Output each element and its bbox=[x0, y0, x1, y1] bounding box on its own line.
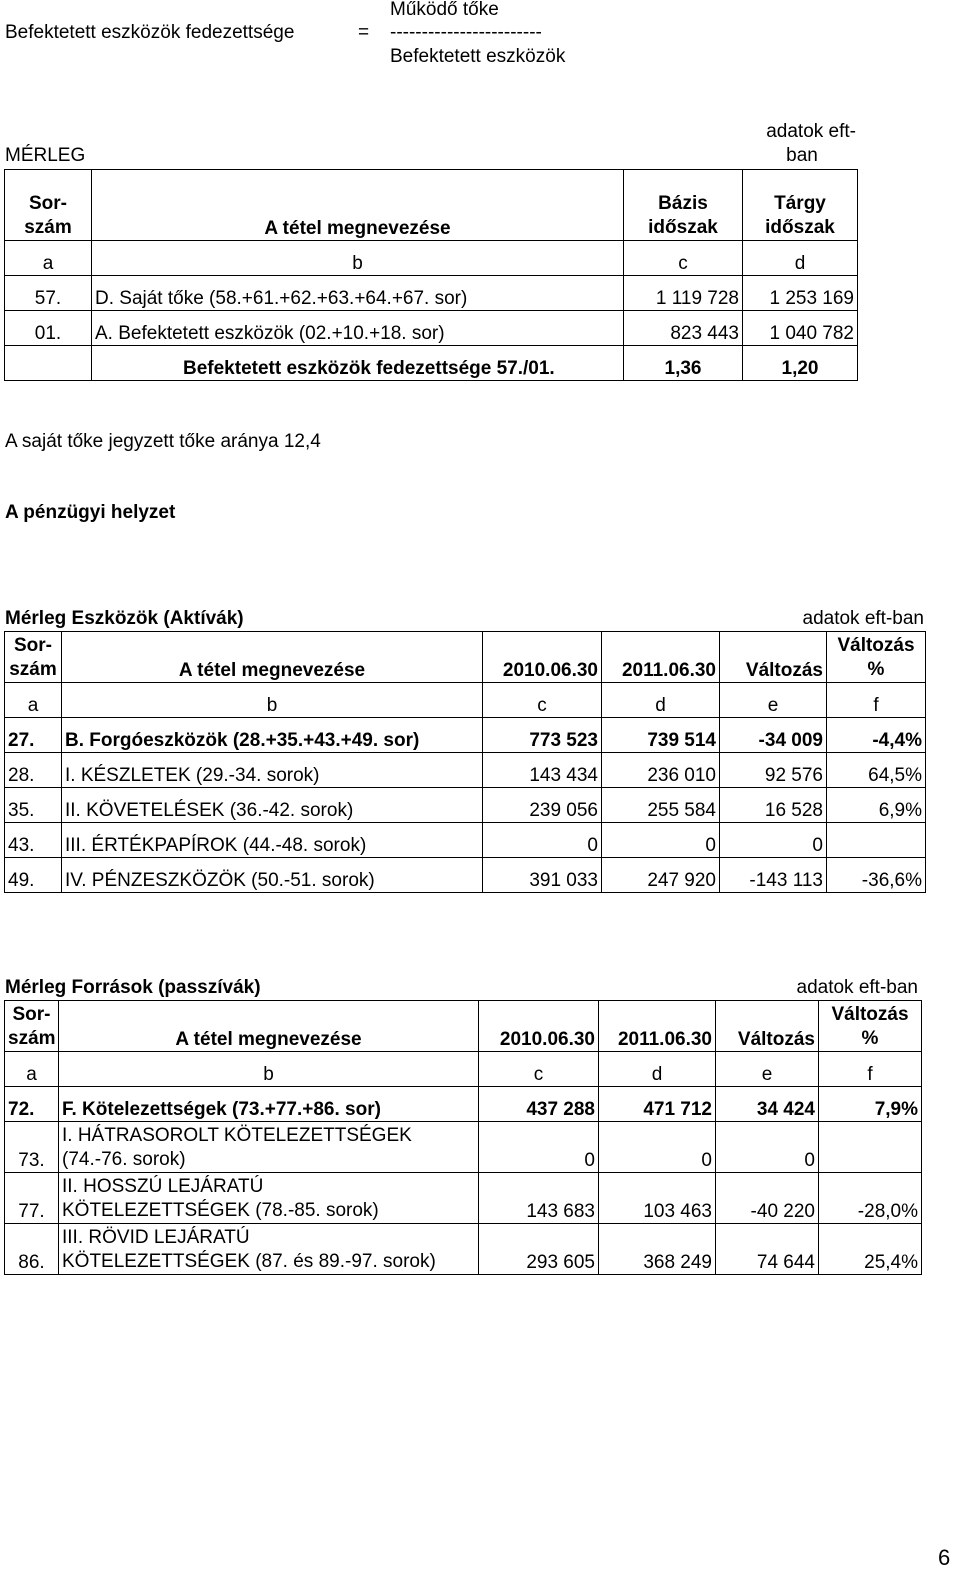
letter-cell: c bbox=[483, 683, 602, 718]
row-value-d: 1 253 169 bbox=[743, 276, 858, 311]
letter-cell: a bbox=[5, 683, 62, 718]
header-sorszam: Sor- szám bbox=[5, 632, 62, 683]
assets-table bbox=[4, 631, 926, 893]
row-name: A. Befektetett eszközök (02.+10.+18. sor) bbox=[92, 311, 624, 346]
row-value-d: 1 040 782 bbox=[743, 311, 858, 346]
table-row bbox=[5, 753, 926, 788]
row-value-d: 0 bbox=[599, 1122, 716, 1173]
letter-cell: b bbox=[62, 683, 483, 718]
page-number: 6 bbox=[938, 1545, 951, 1570]
header-d: 2011.06.30 bbox=[602, 632, 720, 683]
row-value-c: 823 443 bbox=[624, 311, 743, 346]
row-value-e: 0 bbox=[720, 823, 827, 858]
table-row bbox=[5, 1087, 922, 1122]
merleg-table bbox=[4, 169, 858, 381]
table-row bbox=[5, 788, 926, 823]
row-number: 49. bbox=[5, 858, 62, 893]
header-c: 2010.06.30 bbox=[483, 632, 602, 683]
row-number: 28. bbox=[5, 753, 62, 788]
formula-numerator: Működő tőke bbox=[390, 0, 499, 20]
row-value-d: 1,20 bbox=[743, 346, 858, 381]
liabilities-header-row bbox=[5, 1001, 922, 1052]
row-name: II. KÖVETELÉSEK (36.-42. sorok) bbox=[62, 788, 483, 823]
letter-cell: c bbox=[479, 1052, 599, 1087]
table-row bbox=[5, 718, 926, 753]
header-f: Változás % bbox=[827, 632, 926, 683]
row-number: 77. bbox=[5, 1173, 59, 1224]
row-number: 57. bbox=[5, 276, 92, 311]
financial-section-title: A pénzügyi helyzet bbox=[5, 502, 176, 523]
row-value-d: 471 712 bbox=[599, 1087, 716, 1122]
row-name: I. KÉSZLETEK (29.-34. sorok) bbox=[62, 753, 483, 788]
table-row bbox=[5, 823, 926, 858]
row-number: 72. bbox=[5, 1087, 59, 1122]
row-value-c: 391 033 bbox=[483, 858, 602, 893]
formula-divider: ------------------------ bbox=[390, 22, 542, 43]
assets-unit: adatok eft-ban bbox=[802, 608, 924, 629]
row-value-e: 0 bbox=[716, 1122, 819, 1173]
header-sorszam: Sor- szám bbox=[5, 1001, 59, 1052]
row-number: 43. bbox=[5, 823, 62, 858]
header-e: Változás bbox=[716, 1001, 819, 1052]
row-value-f: 25,4% bbox=[819, 1224, 922, 1275]
row-value-c: 0 bbox=[483, 823, 602, 858]
table-row bbox=[5, 1122, 922, 1173]
row-value-e: -40 220 bbox=[716, 1173, 819, 1224]
formula-equals: = bbox=[358, 22, 370, 43]
row-value-d: 368 249 bbox=[599, 1224, 716, 1275]
row-name: F. Kötelezettségek (73.+77.+86. sor) bbox=[59, 1087, 479, 1122]
letter-cell: b bbox=[92, 241, 624, 276]
liabilities-title: Mérleg Források (passzívák) bbox=[5, 977, 261, 998]
row-value-c: 437 288 bbox=[479, 1087, 599, 1122]
row-value-d: 236 010 bbox=[602, 753, 720, 788]
header-bazis: Bázis időszak bbox=[624, 170, 743, 241]
row-number: 35. bbox=[5, 788, 62, 823]
row-value-f bbox=[819, 1122, 922, 1173]
row-value-c: 773 523 bbox=[483, 718, 602, 753]
row-value-d: 255 584 bbox=[602, 788, 720, 823]
formula-name: Befektetett eszközök fedezettsége bbox=[5, 22, 295, 43]
row-value-c: 239 056 bbox=[483, 788, 602, 823]
row-value-e: 34 424 bbox=[716, 1087, 819, 1122]
assets-header-row bbox=[5, 632, 926, 683]
table-row bbox=[5, 1173, 922, 1224]
row-name: IV. PÉNZESZKÖZÖK (50.-51. sorok) bbox=[62, 858, 483, 893]
row-number: 01. bbox=[5, 311, 92, 346]
row-value-c: 1 119 728 bbox=[624, 276, 743, 311]
row-value-c: 143 683 bbox=[479, 1173, 599, 1224]
table-row bbox=[5, 346, 858, 381]
row-name: II. HOSSZÚ LEJÁRATÚ KÖTELEZETTSÉGEK (78.-85. sorok) bbox=[59, 1173, 479, 1224]
header-f: Változás % bbox=[819, 1001, 922, 1052]
row-value-f: 7,9% bbox=[819, 1087, 922, 1122]
letter-cell: d bbox=[743, 241, 858, 276]
letter-cell: b bbox=[59, 1052, 479, 1087]
liabilities-letter-row bbox=[5, 1052, 922, 1087]
table-row bbox=[5, 276, 858, 311]
formula-denominator: Befektetett eszközök bbox=[390, 46, 566, 67]
merleg-unit-line1: adatok eft- bbox=[766, 121, 856, 142]
liabilities-table bbox=[4, 1000, 922, 1275]
letter-cell: d bbox=[602, 683, 720, 718]
row-name: I. HÁTRASOROLT KÖTELEZETTSÉGEK (74.-76. sorok) bbox=[59, 1122, 479, 1173]
letter-cell: a bbox=[5, 1052, 59, 1087]
row-name: III. ÉRTÉKPAPÍROK (44.-48. sorok) bbox=[62, 823, 483, 858]
letter-cell: e bbox=[716, 1052, 819, 1087]
row-number: 73. bbox=[5, 1122, 59, 1173]
assets-title: Mérleg Eszközök (Aktívák) bbox=[5, 608, 244, 629]
row-value-f: -36,6% bbox=[827, 858, 926, 893]
row-value-d: 103 463 bbox=[599, 1173, 716, 1224]
row-value-f: -4,4% bbox=[827, 718, 926, 753]
letter-cell: f bbox=[819, 1052, 922, 1087]
header-e: Változás bbox=[720, 632, 827, 683]
row-value-d: 247 920 bbox=[602, 858, 720, 893]
row-value-c: 293 605 bbox=[479, 1224, 599, 1275]
letter-cell: f bbox=[827, 683, 926, 718]
merleg-title: MÉRLEG bbox=[5, 145, 86, 166]
letter-cell: a bbox=[5, 241, 92, 276]
table-row bbox=[5, 1224, 922, 1275]
row-value-e: 74 644 bbox=[716, 1224, 819, 1275]
equity-ratio-text: A saját tőke jegyzett tőke aránya 12,4 bbox=[5, 431, 321, 452]
row-value-e: -34 009 bbox=[720, 718, 827, 753]
header-targy: Tárgy időszak bbox=[743, 170, 858, 241]
row-value-f: 64,5% bbox=[827, 753, 926, 788]
merleg-letter-row bbox=[5, 241, 858, 276]
header-name: A tétel megnevezése bbox=[92, 170, 624, 241]
row-value-e: 16 528 bbox=[720, 788, 827, 823]
merleg-unit-line2: ban bbox=[786, 145, 818, 166]
row-value-f: -28,0% bbox=[819, 1173, 922, 1224]
row-name: B. Forgóeszközök (28.+35.+43.+49. sor) bbox=[62, 718, 483, 753]
table-row bbox=[5, 858, 926, 893]
row-name: III. RÖVID LEJÁRATÚ KÖTELEZETTSÉGEK (87. és 89.-97. sorok) bbox=[59, 1224, 479, 1275]
header-name: A tétel megnevezése bbox=[59, 1001, 479, 1052]
letter-cell: c bbox=[624, 241, 743, 276]
header-sorszam: Sor- szám bbox=[5, 170, 92, 241]
header-name: A tétel megnevezése bbox=[62, 632, 483, 683]
row-value-d: 0 bbox=[602, 823, 720, 858]
row-value-e: 92 576 bbox=[720, 753, 827, 788]
header-d: 2011.06.30 bbox=[599, 1001, 716, 1052]
assets-letter-row bbox=[5, 683, 926, 718]
row-number: 27. bbox=[5, 718, 62, 753]
row-value-c: 143 434 bbox=[483, 753, 602, 788]
row-value-e: -143 113 bbox=[720, 858, 827, 893]
row-value-d: 739 514 bbox=[602, 718, 720, 753]
row-value-c: 0 bbox=[479, 1122, 599, 1173]
row-name: D. Saját tőke (58.+61.+62.+63.+64.+67. sor) bbox=[92, 276, 624, 311]
row-number: 86. bbox=[5, 1224, 59, 1275]
table-row bbox=[5, 311, 858, 346]
header-c: 2010.06.30 bbox=[479, 1001, 599, 1052]
row-number bbox=[5, 346, 92, 381]
row-name: Befektetett eszközök fedezettsége 57./01. bbox=[92, 346, 624, 381]
row-value-f bbox=[827, 823, 926, 858]
letter-cell: e bbox=[720, 683, 827, 718]
row-value-c: 1,36 bbox=[624, 346, 743, 381]
letter-cell: d bbox=[599, 1052, 716, 1087]
merleg-header-row bbox=[5, 170, 858, 241]
row-value-f: 6,9% bbox=[827, 788, 926, 823]
liabilities-unit: adatok eft-ban bbox=[796, 977, 918, 998]
